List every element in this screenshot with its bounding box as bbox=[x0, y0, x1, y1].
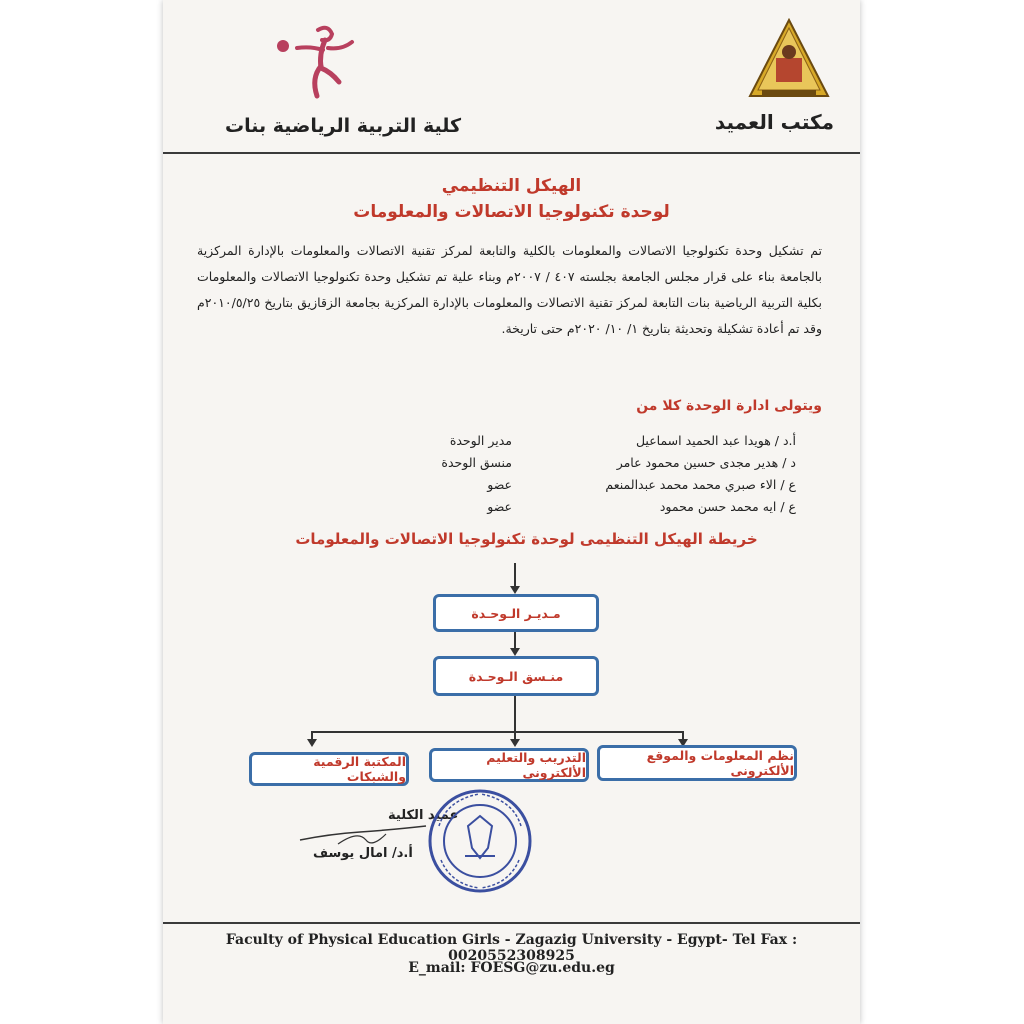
connector-line bbox=[514, 563, 516, 588]
member-name: ع / الاء صبري محمد محمد عبدالمنعم bbox=[605, 477, 796, 492]
members-names-list bbox=[605, 430, 796, 518]
arrow-down-icon bbox=[510, 739, 520, 747]
connector-line bbox=[514, 696, 516, 732]
faculty-runner-logo bbox=[273, 20, 363, 110]
footer-email: E_mail: FOESG@zu.edu.eg bbox=[408, 960, 615, 976]
document-title: الهيكل التنظيمي bbox=[441, 176, 582, 196]
document-subtitle: لوحدة تكنولوجيا الاتصالات والمعلومات bbox=[353, 202, 670, 222]
org-box-coordinator: منـسق الـوحـدة bbox=[433, 656, 599, 696]
member-name: ع / ايه محمد حسن محمود bbox=[659, 499, 796, 514]
member-role: مدير الوحدة bbox=[449, 433, 512, 448]
member-name: د / هدير مجدى حسين محمود عامر bbox=[616, 455, 796, 470]
arrow-down-icon bbox=[307, 739, 317, 747]
members-roles-list bbox=[441, 430, 512, 518]
org-box-info-systems: نظم المعلومات والموقع الألكترونى bbox=[597, 745, 797, 781]
org-chart-title: خريطة الهيكل التنظيمى لوحدة تكنولوجيا الاتصالات والمعلومات bbox=[295, 530, 758, 548]
org-box-digital-library: المكتبة الرقمية والشبكات bbox=[249, 752, 409, 786]
org-box-training: التدريب والتعليم الألكترونى bbox=[429, 748, 589, 782]
members-heading: ويتولى ادارة الوحدة كلا من bbox=[636, 398, 822, 414]
faculty-name-label: كلية التربية الرياضية بنات bbox=[225, 115, 462, 137]
connector-line bbox=[311, 731, 683, 733]
member-role: منسق الوحدة bbox=[441, 455, 512, 470]
official-stamp-seal bbox=[425, 786, 535, 896]
document-page bbox=[163, 0, 860, 1024]
dean-title: عميد الكلية bbox=[388, 808, 459, 823]
footer-divider bbox=[163, 922, 860, 924]
member-role: عضو bbox=[487, 477, 512, 492]
zagazig-university-logo bbox=[748, 18, 830, 100]
handwritten-signature bbox=[298, 818, 428, 848]
member-name: أ.د / هويدا عبد الحميد اسماعيل bbox=[635, 433, 796, 448]
arrow-down-icon bbox=[510, 586, 520, 594]
header-divider bbox=[163, 152, 860, 154]
footer-address: Faculty of Physical Education Girls - Zagazig University - Egypt- Tel Fax : 0020552308925 bbox=[225, 932, 798, 964]
member-role: عضو bbox=[487, 499, 512, 514]
intro-paragraph: تم تشكيل وحدة تكنولوجيا الاتصالات والمعلومات بالكلية والتابعة لمركز تقنية الاتصالات والمعلومات بالإدارة المركزية بالجامعة بناء على قرار مجلس الجامعة بجلسته ٤٠٧ / ٢٠٠٧م وبناء علية تم تشكيل وحدة تكنولوجيا الاتصالات والمعلومات بكلية التربية الرياضية بنات التابعة لمركز تقنية الاتصالات والمعلومات بالإدارة المركزية بجامعة الزقازيق بتاريخ ٢٠١٠/٥/٢٥م وقد تم أعادة تشكيلة وتحديثة بتاريخ ١/ ١٠/ ٢٠٢٠م حتى تاريخة. bbox=[197, 243, 822, 336]
dean-office-label: مكتب العميد bbox=[714, 110, 834, 134]
arrow-down-icon bbox=[510, 648, 520, 656]
org-box-director: مـديـر الـوحـدة bbox=[433, 594, 599, 632]
dean-name: أ.د/ امال يوسف bbox=[313, 846, 413, 861]
